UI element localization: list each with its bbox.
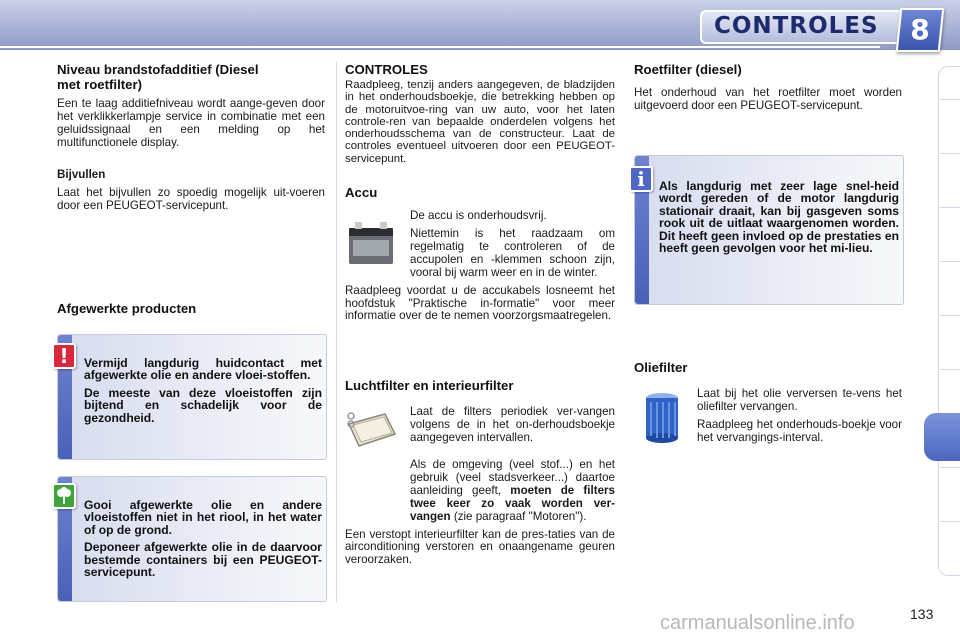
environment-box <box>57 476 327 602</box>
controls-text: Raadpleeg, tenzij anders aangegeven, de bladzijden in het onderhoudsboekje, die betrekking hebben op de motoruitvoe-ring van uw auto, voor het laten controle-ren van bepaalde onderdelen volgens het onderhoudsschema van de constructeur. Laat de controles eventueel uitvoeren door een PEUGEOT-servicepunt. <box>345 79 615 165</box>
chapter-number: 8 <box>910 13 930 46</box>
additive-section <box>57 62 325 212</box>
tab-divider <box>940 261 960 262</box>
warning-paragraph: De meeste van deze vloeistoffen zijn bijtend en schadelijk voor de gezondheid. <box>84 385 322 425</box>
tree-icon-shape <box>56 487 72 505</box>
oil-filter-icon <box>640 390 686 446</box>
airfilter-text-right <box>410 406 615 445</box>
oil-filter-paragraph: Laat bij het olie verversen te-vens het oliefilter vervangen. <box>697 387 902 413</box>
additive-text: Een te laag additiefniveau wordt aange-geven door het verklikkerlampje service in combinatie met een geluidssignaal en een melding op het multifunctionele display. <box>57 97 325 149</box>
airfilter-bold-text: moeten de filters twee keer zo vaak worden ver-vangen <box>410 483 615 523</box>
air-filter-icon <box>343 410 399 450</box>
refill-text: Laat het bijvullen zo spoedig mogelijk uit-voeren door een PEUGEOT-servicepunt. <box>57 185 325 212</box>
tab-divider <box>940 467 960 468</box>
info-text: Als langdurig met zeer lage snel-heid wordt gereden of de motor langdurig stationair draait, kan bij gasgeven soms rook uit de uitlaat waargenomen worden. Dit heeft geen invloed op de prestaties en heeft geen gevolgen voor het mi-lieu. <box>659 179 899 256</box>
soot-heading: Roetfilter (diesel) <box>634 62 742 77</box>
airfilter-text <box>345 459 615 567</box>
chapter-badge <box>896 8 945 52</box>
warning-text <box>84 357 322 429</box>
oil-filter-text <box>697 388 902 445</box>
battery-heading: Accu <box>345 185 378 200</box>
page-number: 133 <box>910 606 934 622</box>
controls-heading: CONTROLES <box>345 62 428 77</box>
soot-text: Het onderhoud van het roetfilter moet worden uitgevoerd door een PEUGEOT-servicepunt. <box>634 86 902 112</box>
tab-divider <box>940 153 960 154</box>
tab-divider <box>940 369 960 370</box>
active-chapter-tab[interactable] <box>924 413 960 461</box>
warning-icon-glyph: ! <box>59 344 69 368</box>
tab-divider <box>940 315 960 316</box>
info-icon <box>629 166 653 192</box>
airfilter-paragraph: Een verstopt interieurfilter kan de pres-taties van de airconditioning verstoren en onaangename geuren veroorzaken. <box>345 527 615 567</box>
refill-heading: Bijvullen <box>57 167 106 181</box>
airfilter-heading: Luchtfilter en interieurfilter <box>345 378 514 393</box>
battery-text-right <box>410 210 615 223</box>
tab-divider <box>940 521 960 522</box>
tab-divider <box>940 207 960 208</box>
oil-filter-paragraph: Raadpleeg het onderhouds-boekje voor het vervangings-interval. <box>697 417 902 444</box>
column-divider <box>336 62 337 602</box>
watermark: carmanualsonline.info <box>660 612 855 634</box>
airfilter-paragraph <box>345 459 615 524</box>
environment-text <box>84 499 322 583</box>
chapter-side-tabs <box>938 66 960 576</box>
warning-box <box>57 334 327 460</box>
air-filter-icon-shape <box>343 410 399 450</box>
warning-paragraph: Vermijd langdurig huidcontact met afgewerkte olie en andere vloei-stoffen. <box>84 356 322 383</box>
oil-filter-heading: Oliefilter <box>634 360 688 375</box>
airfilter-normal-text: Als de omgeving (veel stof...) en het gebruik (veel stadsverkeer...) daartoe aanleiding geeft, <box>410 458 615 497</box>
battery-text <box>345 228 615 323</box>
controls-section <box>345 62 615 165</box>
products-heading: Afgewerkte producten <box>57 301 197 316</box>
header-rule <box>0 46 880 48</box>
airfilter-paragraph: Laat de filters periodiek ver-vangen volgens de in het on-derhoudsboekje aangegeven intervallen. <box>410 405 615 444</box>
soot-section <box>634 62 902 113</box>
info-box <box>634 155 904 305</box>
tab-divider <box>940 99 960 100</box>
environment-paragraph: Gooi afgewerkte olie en andere vloeistoffen niet in het riool, in het water of op de grond. <box>84 498 322 537</box>
info-icon-glyph: i <box>637 167 645 191</box>
battery-paragraph: Raadpleeg voordat u de accukabels losneemt het hoofdstuk "Praktische in-formatie" voor meer informatie over de te nemen voorzorgsmaatregelen. <box>345 283 615 323</box>
airfilter-normal-text: (zie paragraaf "Motoren"). <box>453 509 587 523</box>
warning-icon <box>52 343 76 369</box>
additive-heading: Niveau brandstofadditief (Diesel met roetfilter) <box>57 62 259 92</box>
battery-paragraph: Niettemin is het raadzaam om regelmatig te controleren of de accupolen en -klemmen schoon zijn, vooral bij warm weer en in de winter. <box>410 227 615 279</box>
page-title: CONTROLES <box>714 13 879 39</box>
oil-filter-icon-shape <box>640 390 686 446</box>
battery-paragraph: De accu is onderhoudsvrij. <box>410 209 547 222</box>
tree-icon <box>52 483 76 509</box>
environment-paragraph: Deponeer afgewerkte olie in de daarvoor bestemde containers bij een PEUGEOT-servicepunt. <box>84 540 322 580</box>
